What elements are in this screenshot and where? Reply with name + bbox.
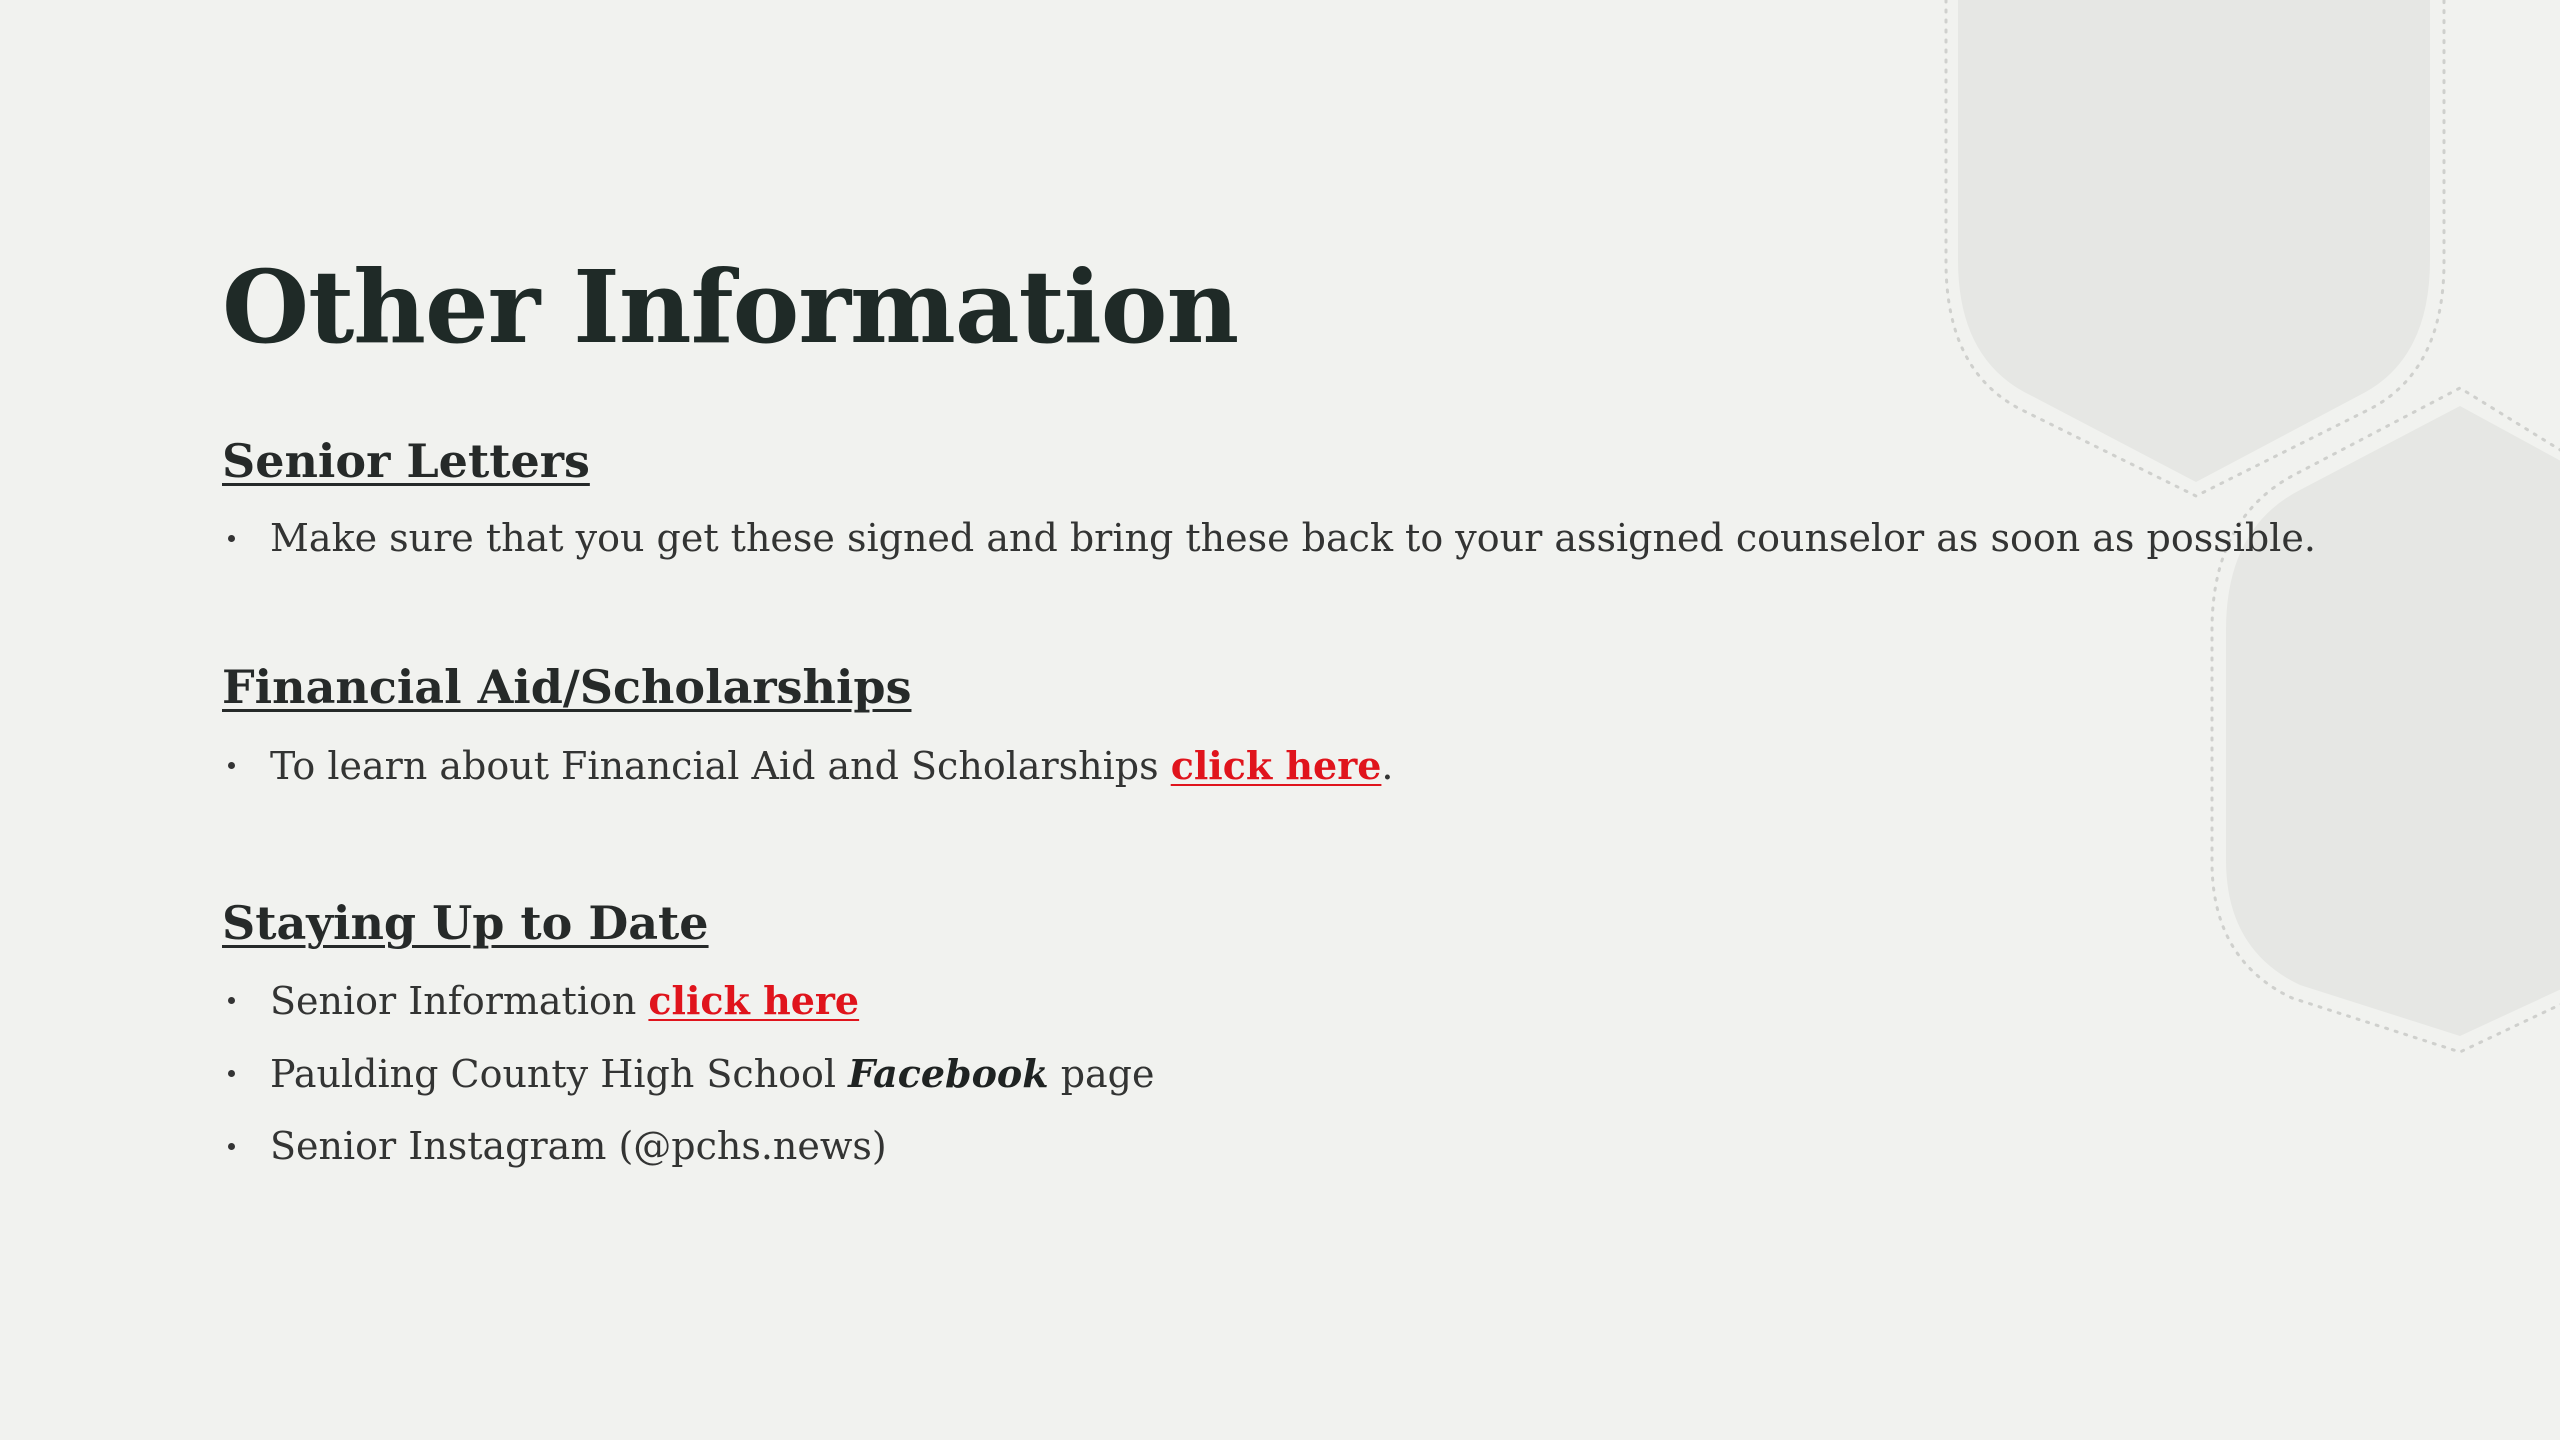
list-item-senior-letters <box>222 510 2316 566</box>
bullet-icon <box>228 762 235 769</box>
senior-information-link[interactable]: click here <box>648 977 860 1023</box>
list-item-facebook <box>222 1045 1154 1101</box>
list-item-senior-information <box>222 972 859 1028</box>
list-item-financial-aid <box>222 737 1394 793</box>
financial-aid-link[interactable]: click here <box>1170 742 1382 788</box>
bullet-icon <box>228 1070 235 1077</box>
bullet-text <box>270 978 859 1023</box>
bullet-icon <box>228 535 235 542</box>
bullet-text-prefix: Senior Information <box>270 978 649 1023</box>
bullet-text-prefix: To learn about Financial Aid and Scholarships <box>270 743 1171 788</box>
decorative-shape-right <box>2226 406 2560 1036</box>
slide-title: Other Information <box>222 248 1239 366</box>
section-heading-senior-letters: Senior Letters <box>222 434 590 488</box>
bullet-text <box>270 1051 1154 1096</box>
bullet-text-suffix: page <box>1048 1051 1155 1096</box>
bullet-icon <box>228 997 235 1004</box>
section-heading-financial-aid: Financial Aid/Scholarships <box>222 660 912 714</box>
decorative-shape-top <box>1958 0 2430 482</box>
bullet-text-suffix: . <box>1381 743 1394 788</box>
list-item-instagram <box>222 1118 887 1174</box>
facebook-emphasis: Facebook <box>848 1050 1049 1096</box>
bullet-icon <box>228 1143 235 1150</box>
bullet-text-prefix: Paulding County High School <box>270 1051 849 1096</box>
bullet-text: Make sure that you get these signed and bring these back to your assigned counselor as soon as possible. <box>270 516 2316 560</box>
bullet-text: Senior Instagram (@pchs.news) <box>270 1124 887 1168</box>
bullet-text <box>270 743 1394 788</box>
section-heading-staying-up-to-date: Staying Up to Date <box>222 896 709 950</box>
